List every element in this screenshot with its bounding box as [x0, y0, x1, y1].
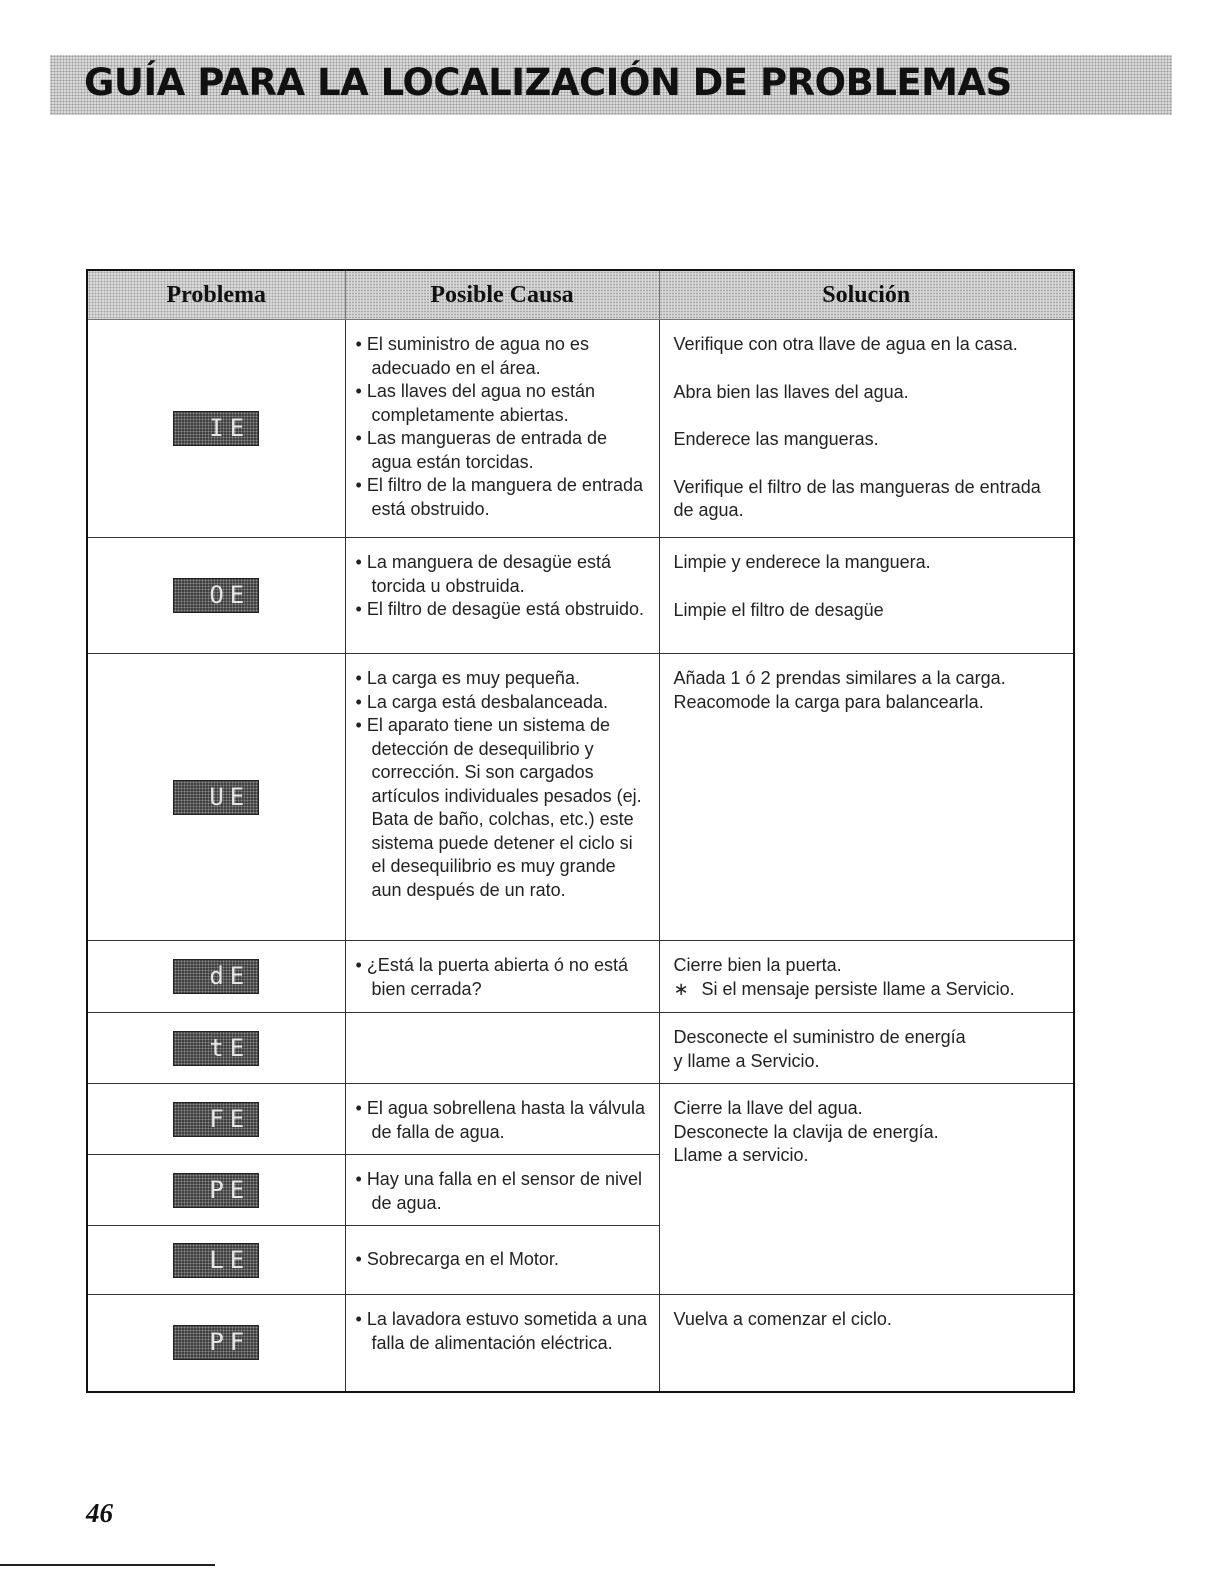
- asterisk-icon: ∗: [673, 978, 689, 999]
- cause-item: • ¿Está la puerta abierta ó no está bien cerrada?: [355, 955, 628, 999]
- error-code-display: [173, 578, 259, 613]
- bottom-rule: [0, 1564, 215, 1566]
- solution-item: Desconecte la clavija de energía.: [673, 1121, 939, 1142]
- solution-item: Desconecte el suministro de energía: [673, 1027, 966, 1047]
- cause-item: • La carga es muy pequeña.: [355, 668, 580, 688]
- cause-cell: [345, 1155, 659, 1226]
- solution-cell: [659, 654, 1074, 941]
- problem-cell: [87, 1013, 345, 1084]
- cause-item: • La manguera de desagüe está torcida u obstruida.: [355, 552, 611, 596]
- troubleshooting-table: [86, 269, 1075, 1393]
- error-code-display: [173, 959, 259, 994]
- error-code: IE: [209, 414, 251, 442]
- solution-item: Cierre bien la puerta.: [673, 955, 842, 975]
- cause-cell: [345, 1013, 659, 1084]
- problem-cell: [87, 1155, 345, 1226]
- problem-cell: [87, 941, 345, 1013]
- cause-item: • El filtro de la manguera de entrada está obstruido.: [355, 475, 643, 519]
- error-code: PE: [209, 1175, 251, 1204]
- table-row: [87, 1084, 1074, 1155]
- cause-item: • Las mangueras de entrada de agua están torcidas.: [355, 428, 607, 472]
- problem-cell: [87, 654, 345, 941]
- table-row: [87, 941, 1074, 1013]
- problem-cell: [87, 1226, 345, 1295]
- cause-item: • Hay una falla en el sensor de nivel de agua.: [355, 1169, 642, 1213]
- cause-item: • Las llaves del agua no están completamente abiertas.: [355, 381, 595, 425]
- problem-cell: [87, 1295, 345, 1392]
- solution-item: Abra bien las llaves del agua.: [673, 381, 909, 402]
- error-code: UE: [209, 782, 251, 811]
- cause-item: • El suministro de agua no es adecuado en el área.: [355, 334, 589, 378]
- cause-cell: [345, 320, 659, 538]
- error-code-display: [173, 1173, 259, 1208]
- error-code-display: [173, 1031, 259, 1066]
- table-row: [87, 538, 1074, 654]
- cause-item: • Sobrecarga en el Motor.: [355, 1249, 559, 1270]
- cause-item: • El filtro de desagüe está obstruido.: [355, 599, 644, 619]
- title-banner: [50, 55, 1172, 115]
- cause-item: • La lavadora estuvo sometida a una falla de alimentación eléctrica.: [355, 1309, 647, 1353]
- cause-item: • La carga está desbalanceada.: [355, 691, 608, 712]
- error-code: LE: [209, 1245, 251, 1274]
- table-row: [87, 1295, 1074, 1392]
- table-row: [87, 320, 1074, 538]
- solution-item: Verifique con otra llave de agua en la casa.: [673, 334, 1018, 354]
- error-code: OE: [209, 581, 251, 609]
- cause-cell: [345, 941, 659, 1013]
- solution-item: Añada 1 ó 2 prendas similares a la carga.: [673, 668, 1006, 688]
- solution-item: Reacomode la carga para balancearla.: [673, 691, 984, 712]
- problem-cell: [87, 1084, 345, 1155]
- table-header-row: [87, 270, 1074, 320]
- error-code: FE: [209, 1104, 251, 1133]
- cause-cell: [345, 1226, 659, 1295]
- error-code-display: [173, 1325, 259, 1360]
- table-row: [87, 1013, 1074, 1084]
- cause-item: • El agua sobrellena hasta la válvula de falla de agua.: [355, 1098, 645, 1142]
- error-code-display: [173, 1243, 259, 1278]
- solution-item: Vuelva a comenzar el ciclo.: [673, 1309, 892, 1329]
- solution-item: Limpie y enderece la manguera.: [673, 552, 931, 572]
- cause-item: • El aparato tiene un sistema de detección de desequilibrio y corrección. Si son cargados artículos individuales pesados (ej. Bata de baño, colchas, etc.) este sistema puede detener el ciclo si el desequilibrio es muy grande aun después de un rato.: [355, 715, 642, 900]
- problem-cell: [87, 320, 345, 538]
- error-code-display: [173, 1102, 259, 1137]
- table-row: [87, 654, 1074, 941]
- column-header-problema: Problema: [87, 270, 345, 320]
- error-code: PF: [209, 1328, 251, 1357]
- solution-item: Cierre la llave del agua.: [673, 1098, 863, 1118]
- page-title: GUÍA PARA LA LOCALIZACIÓN DE PROBLEMAS: [84, 61, 1012, 104]
- column-header-solucion: Solución: [659, 270, 1074, 320]
- cause-cell: [345, 538, 659, 654]
- error-code: dE: [209, 962, 251, 990]
- solution-cell: [659, 1295, 1074, 1392]
- solution-cell: [659, 941, 1074, 1013]
- solution-item: Llame a servicio.: [673, 1145, 809, 1165]
- solution-cell: [659, 1013, 1074, 1084]
- cause-cell: [345, 654, 659, 941]
- error-code-display: [173, 780, 259, 815]
- solution-item: y llame a Servicio.: [673, 1050, 820, 1071]
- cause-cell: [345, 1084, 659, 1155]
- error-code: tE: [209, 1033, 251, 1062]
- solution-cell: [659, 1084, 1074, 1295]
- solution-cell: [659, 320, 1074, 538]
- cause-cell: [345, 1295, 659, 1392]
- problem-cell: [87, 538, 345, 654]
- solution-item: Verifique el filtro de las mangueras de entrada de agua.: [673, 476, 1041, 520]
- column-header-posible-causa: Posible Causa: [345, 270, 659, 320]
- solution-item: Enderece las mangueras.: [673, 429, 879, 449]
- page-number: 46: [86, 1498, 113, 1528]
- solution-cell: [659, 538, 1074, 654]
- solution-note: ∗ Si el mensaje persiste llame a Servicio.: [674, 978, 1064, 1002]
- solution-item: Limpie el filtro de desagüe: [673, 599, 884, 620]
- error-code-display: [173, 411, 259, 446]
